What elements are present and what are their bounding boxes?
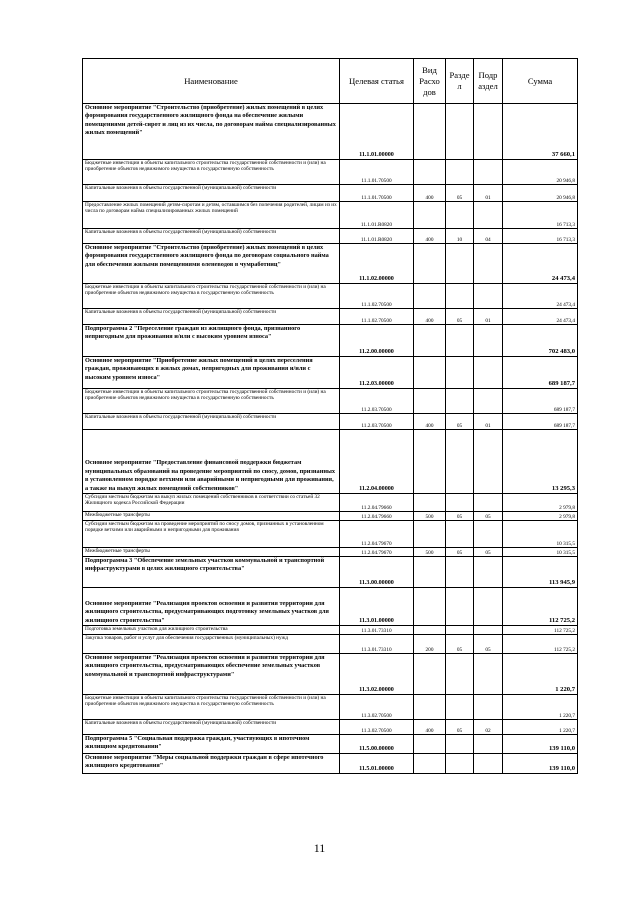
row-subsection: 01 — [474, 309, 503, 325]
row-target: 11.2.00.00000 — [340, 325, 414, 357]
row-section — [446, 357, 474, 389]
row-subsection — [474, 160, 503, 185]
table-row — [83, 185, 578, 202]
row-subsection — [474, 244, 503, 284]
table-row — [83, 389, 578, 414]
table-row — [83, 284, 578, 309]
row-type: 400 — [414, 720, 446, 735]
row-name: Бюджетные инвестиции в объекты капитального строительства государственной собственности и (или) на приобретение объектов недвижимого имущества в государственную собственность — [83, 160, 340, 185]
row-target: 11.2.03.70500 — [340, 389, 414, 414]
row-subsection: 01 — [474, 414, 503, 430]
row-sum: 37 660,1 — [503, 104, 578, 160]
row-subsection — [474, 389, 503, 414]
row-subsection — [474, 654, 503, 695]
row-type — [414, 521, 446, 548]
row-subsection: 05 — [474, 548, 503, 557]
row-type: 400 — [414, 229, 446, 244]
row-section — [446, 325, 474, 357]
table-row — [83, 244, 578, 284]
budget-sheet — [82, 58, 578, 774]
row-target: 11.2.04.79670 — [340, 548, 414, 557]
row-subsection — [474, 325, 503, 357]
row-section — [446, 284, 474, 309]
row-subsection: 05 — [474, 512, 503, 521]
row-target: 11.5.00.00000 — [340, 735, 414, 754]
row-type — [414, 325, 446, 357]
row-target: 11.3.02.00000 — [340, 654, 414, 695]
row-type — [414, 494, 446, 512]
row-section — [446, 654, 474, 695]
row-type: 400 — [414, 309, 446, 325]
row-section — [446, 695, 474, 720]
row-subsection — [474, 695, 503, 720]
row-sum: 1 220,7 — [503, 654, 578, 695]
row-type: 400 — [414, 185, 446, 202]
row-target: 11.1.01.R0820 — [340, 229, 414, 244]
row-name: Капитальные вложения в объекты государственной (муниципальной) собственности — [83, 720, 340, 735]
row-sum: 16 713,3 — [503, 229, 578, 244]
row-name: Межбюджетные трансферты — [83, 512, 340, 521]
row-section — [446, 626, 474, 635]
row-name: Основное мероприятие "Реализация проектов освоения и развития территории для жилищного строительства, предусматривающих обеспечение земельных участков коммунальной и транспортной инфраструктурами" — [83, 654, 340, 695]
row-subsection — [474, 626, 503, 635]
row-section: 05 — [446, 635, 474, 654]
row-section — [446, 104, 474, 160]
row-subsection — [474, 284, 503, 309]
row-name: Субсидии местным бюджетам на выкуп жилых помещений собственников в соответствии со статьей 32 Жилищного кодекса Российской Федерации — [83, 494, 340, 512]
row-name: Бюджетные инвестиции в объекты капитального строительства государственной собственности и (или) на приобретение объектов недвижимого имущества в государственную собственность — [83, 284, 340, 309]
row-subsection — [474, 588, 503, 626]
row-sum: 13 295,3 — [503, 430, 578, 494]
row-name: Подпрограмма 2 "Переселение граждан из жилищного фонда, признанного непригодным для проживания и/или с высоким уровнем износа" — [83, 325, 340, 357]
row-target: 11.2.04.00000 — [340, 430, 414, 494]
row-name: Основное мероприятие "Меры социальной поддержки граждан в сфере ипотечного жилищного кредитования" — [83, 754, 340, 774]
row-sum: 689 187,7 — [503, 414, 578, 430]
row-type — [414, 626, 446, 635]
row-sum: 20 946,8 — [503, 185, 578, 202]
row-section — [446, 430, 474, 494]
row-name: Закупка товаров, работ и услуг для обеспечения государственных (муниципальных) нужд — [83, 635, 340, 654]
row-sum: 689 187,7 — [503, 389, 578, 414]
row-sum: 139 110,0 — [503, 754, 578, 774]
table-row — [83, 695, 578, 720]
row-section: 10 — [446, 229, 474, 244]
row-target: 11.2.04.79660 — [340, 512, 414, 521]
header-section: Разде л — [446, 59, 474, 104]
row-type: 400 — [414, 414, 446, 430]
row-sum: 112 725,2 — [503, 635, 578, 654]
row-section — [446, 202, 474, 229]
table-row — [83, 654, 578, 695]
table-row — [83, 414, 578, 430]
row-sum: 139 110,0 — [503, 735, 578, 754]
row-sum: 24 473,4 — [503, 309, 578, 325]
row-sum: 20 946,8 — [503, 160, 578, 185]
row-target: 11.1.02.00000 — [340, 244, 414, 284]
table-header-row — [83, 59, 578, 104]
table-row — [83, 588, 578, 626]
row-subsection — [474, 494, 503, 512]
table-row — [83, 494, 578, 512]
row-sum: 702 483,0 — [503, 325, 578, 357]
row-section — [446, 160, 474, 185]
row-target: 11.3.01.00000 — [340, 588, 414, 626]
row-target: 11.3.01.73310 — [340, 635, 414, 654]
row-type: 500 — [414, 548, 446, 557]
row-type — [414, 357, 446, 389]
row-sum: 112 725,2 — [503, 588, 578, 626]
row-subsection: 04 — [474, 229, 503, 244]
row-target: 11.5.01.00000 — [340, 754, 414, 774]
row-sum: 1 220,7 — [503, 720, 578, 735]
table-row — [83, 309, 578, 325]
table-row — [83, 229, 578, 244]
row-target: 11.1.02.70500 — [340, 284, 414, 309]
row-type — [414, 588, 446, 626]
header-sum: Сумма — [503, 59, 578, 104]
row-sum: 10 315,5 — [503, 548, 578, 557]
row-sum: 24 473,4 — [503, 244, 578, 284]
header-expense-type: Вид Расхо дов — [414, 59, 446, 104]
table-row — [83, 735, 578, 754]
row-sum: 112 725,2 — [503, 626, 578, 635]
table-row — [83, 357, 578, 389]
row-name: Бюджетные инвестиции в объекты капитального строительства государственной собственности и (или) на приобретение объектов недвижимого имущества в государственную собственность — [83, 695, 340, 720]
row-name: Основное мероприятие "Строительство (приобретение) жилых помещений в целях формирования государственного жилищного фонда по договорам социального найма для обеспечения жилыми помещениями оленеводов в чумработниц" — [83, 244, 340, 284]
table-row — [83, 548, 578, 557]
table-row — [83, 626, 578, 635]
row-subsection — [474, 104, 503, 160]
row-section: 05 — [446, 720, 474, 735]
table-row — [83, 720, 578, 735]
row-section — [446, 735, 474, 754]
row-section: 05 — [446, 185, 474, 202]
row-subsection: 05 — [474, 635, 503, 654]
row-type: 200 — [414, 635, 446, 654]
row-target: 11.2.03.70500 — [340, 414, 414, 430]
row-name: Основное мероприятие "Строительство (приобретение) жилых помещений в целях формирования государственного жилищного фонда на обеспечение жилыми помещениями детей-сирот и лиц из их числа, по договорам найма специализированных жилых помещений" — [83, 104, 340, 160]
row-name: Субсидии местным бюджетам на проведение мероприятий по сносу домов, признанных в установленном порядке ветхими или аварийными и непригодными для проживания — [83, 521, 340, 548]
row-target: 11.3.02.70500 — [340, 695, 414, 720]
table-row — [83, 635, 578, 654]
page-number: 11 — [313, 841, 326, 855]
row-name: Капитальные вложения в объекты государственной (муниципальной) собственности — [83, 185, 340, 202]
row-subsection — [474, 557, 503, 588]
row-sum: 16 713,3 — [503, 202, 578, 229]
row-target: 11.1.01.00000 — [340, 104, 414, 160]
row-sum: 2 979,8 — [503, 512, 578, 521]
row-type — [414, 284, 446, 309]
row-target: 11.1.01.R0820 — [340, 202, 414, 229]
row-type — [414, 695, 446, 720]
row-subsection — [474, 430, 503, 494]
table-row — [83, 104, 578, 160]
row-sum: 1 220,7 — [503, 695, 578, 720]
row-section: 05 — [446, 548, 474, 557]
row-target: 11.3.01.73310 — [340, 626, 414, 635]
row-name: Межбюджетные трансферты — [83, 548, 340, 557]
row-sum: 10 315,5 — [503, 521, 578, 548]
row-section: 05 — [446, 414, 474, 430]
row-name: Бюджетные инвестиции в объекты капитального строительства государственной собственности и (или) на приобретение объектов недвижимого имущества в государственную собственность — [83, 389, 340, 414]
row-section — [446, 244, 474, 284]
row-target: 11.3.02.70500 — [340, 720, 414, 735]
row-section — [446, 557, 474, 588]
row-type — [414, 430, 446, 494]
row-section — [446, 521, 474, 548]
row-name: Подготовка земельных участков для жилищного строительства — [83, 626, 340, 635]
row-sum: 24 473,4 — [503, 284, 578, 309]
row-name: Капитальные вложения в объекты государственной (муниципальной) собственности — [83, 309, 340, 325]
row-section: 05 — [446, 309, 474, 325]
row-subsection: 02 — [474, 720, 503, 735]
header-name: Наименование — [83, 59, 340, 104]
row-subsection — [474, 357, 503, 389]
table-row — [83, 160, 578, 185]
table-row — [83, 430, 578, 494]
row-target: 11.1.01.70500 — [340, 185, 414, 202]
row-type — [414, 654, 446, 695]
table-row — [83, 754, 578, 774]
row-section — [446, 588, 474, 626]
row-type — [414, 754, 446, 774]
row-sum: 2 979,8 — [503, 494, 578, 512]
row-target: 11.3.00.00000 — [340, 557, 414, 588]
row-name: Подпрограмма 3 "Обеспечение земельных участков коммунальной и транспортной инфраструктурами в целях жилищного строительства" — [83, 557, 340, 588]
row-section — [446, 754, 474, 774]
budget-table — [82, 58, 578, 774]
row-section: 05 — [446, 512, 474, 521]
table-row — [83, 202, 578, 229]
row-name: Предоставление жилых помещений детям-сиротам и детям, оставшимся без попечения родителей, лицам из их числа по договорам найма специализированных жилых помещений — [83, 202, 340, 229]
row-name: Основное мероприятие "Предоставление финансовой поддержки бюджетам муниципальных образований на проведение мероприятий по сносу, домов, признанных в установленном порядке ветхими или аварийными и непригодными для проживания, а также на выкуп жилых помещений собственников" — [83, 430, 340, 494]
row-name: Капитальные вложения в объекты государственной (муниципальной) собственности — [83, 414, 340, 430]
row-section — [446, 494, 474, 512]
row-type — [414, 104, 446, 160]
row-subsection — [474, 521, 503, 548]
table-row — [83, 325, 578, 357]
row-section — [446, 389, 474, 414]
row-target: 11.2.04.79660 — [340, 494, 414, 512]
row-name: Подпрограмма 5 "Социальная поддержка граждан, участвующих в ипотечном жилищном кредитовании" — [83, 735, 340, 754]
row-sum: 689 187,7 — [503, 357, 578, 389]
table-row — [83, 512, 578, 521]
row-type — [414, 735, 446, 754]
row-name: Основное мероприятие "Приобретение жилых помещений в целях переселения граждан, проживающих в жилых домах, непригодных для проживания и/или с высоким уровнем износа" — [83, 357, 340, 389]
row-subsection — [474, 754, 503, 774]
header-target-article: Целевая статья — [340, 59, 414, 104]
row-target: 11.2.03.00000 — [340, 357, 414, 389]
row-type — [414, 557, 446, 588]
row-target: 11.1.01.70500 — [340, 160, 414, 185]
row-type — [414, 160, 446, 185]
table-row — [83, 521, 578, 548]
row-type — [414, 389, 446, 414]
row-name: Капитальные вложения в объекты государственной (муниципальной) собственности — [83, 229, 340, 244]
row-name: Основное мероприятие "Реализация проектов освоения и развития территории для жилищного строительства, предусматривающих подготовку земельных участков для жилищного строительства" — [83, 588, 340, 626]
row-target: 11.1.02.70500 — [340, 309, 414, 325]
row-type — [414, 244, 446, 284]
row-target: 11.2.04.79670 — [340, 521, 414, 548]
row-type: 500 — [414, 512, 446, 521]
row-subsection — [474, 202, 503, 229]
row-sum: 113 945,9 — [503, 557, 578, 588]
row-type — [414, 202, 446, 229]
row-subsection — [474, 735, 503, 754]
header-subsection: Подр аздел — [474, 59, 503, 104]
table-row — [83, 557, 578, 588]
row-subsection: 01 — [474, 185, 503, 202]
